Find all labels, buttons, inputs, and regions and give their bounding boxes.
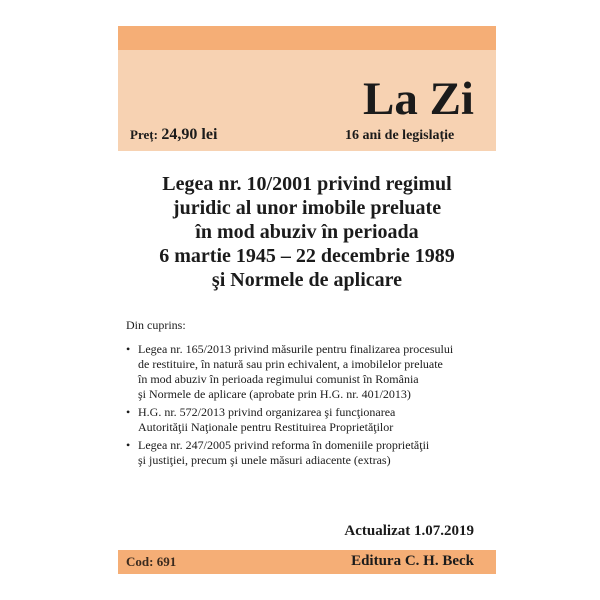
book-title	[118, 172, 496, 292]
series-tagline: 16 ani de legislație	[345, 128, 455, 143]
bullet-icon: •	[126, 405, 131, 419]
title-line: juridic al unor imobile preluate	[172, 197, 442, 219]
list-item	[126, 342, 488, 402]
price-label: Preț:	[130, 127, 158, 142]
list-item-line: Legea nr. 165/2013 privind măsurile pentru finalizarea procesului	[138, 342, 454, 356]
list-item	[126, 405, 488, 435]
list-item-line: şi Normele de aplicare (aprobate prin H.G. nr. 401/2013)	[138, 387, 411, 401]
update-date: Actualizat 1.07.2019	[344, 523, 474, 539]
price	[130, 126, 217, 144]
price-value: 24,90 lei	[161, 126, 218, 143]
title-line: 6 martie 1945 – 22 decembrie 1989	[159, 245, 455, 267]
title-line: şi Normele de aplicare	[211, 269, 403, 291]
list-item-line: H.G. nr. 572/2013 privind organizarea şi funcţionarea	[138, 405, 396, 419]
series-logo: La Zi	[362, 73, 474, 125]
publisher-name: Editura C. H. Beck	[351, 553, 474, 569]
title-line: Legea nr. 10/2001 privind regimul	[162, 173, 452, 195]
contents-list	[126, 342, 488, 471]
bullet-icon: •	[126, 342, 131, 356]
list-item-line: Autorităţii Naţionale pentru Restituirea Proprietăţilor	[138, 420, 394, 434]
book-cover	[118, 26, 496, 574]
bullet-icon: •	[126, 438, 131, 452]
contents-label: Din cuprins:	[126, 318, 186, 332]
list-item-line: Legea nr. 247/2005 privind reforma în domeniile proprietăţii	[138, 438, 430, 452]
bottom-color-band	[118, 550, 496, 574]
top-color-band	[118, 26, 496, 50]
list-item-line: şi justiţiei, precum şi unele măsuri adiacente (extras)	[138, 453, 391, 467]
list-item	[126, 438, 488, 468]
list-item-line: în mod abuziv în perioada regimului comunist în România	[138, 372, 419, 386]
title-line: în mod abuziv în perioada	[195, 221, 419, 243]
list-item-line: de restituire, în natură sau prin echivalent, a imobilelor preluate	[138, 357, 443, 371]
header-band	[118, 50, 496, 151]
product-code: Cod: 691	[126, 554, 177, 569]
